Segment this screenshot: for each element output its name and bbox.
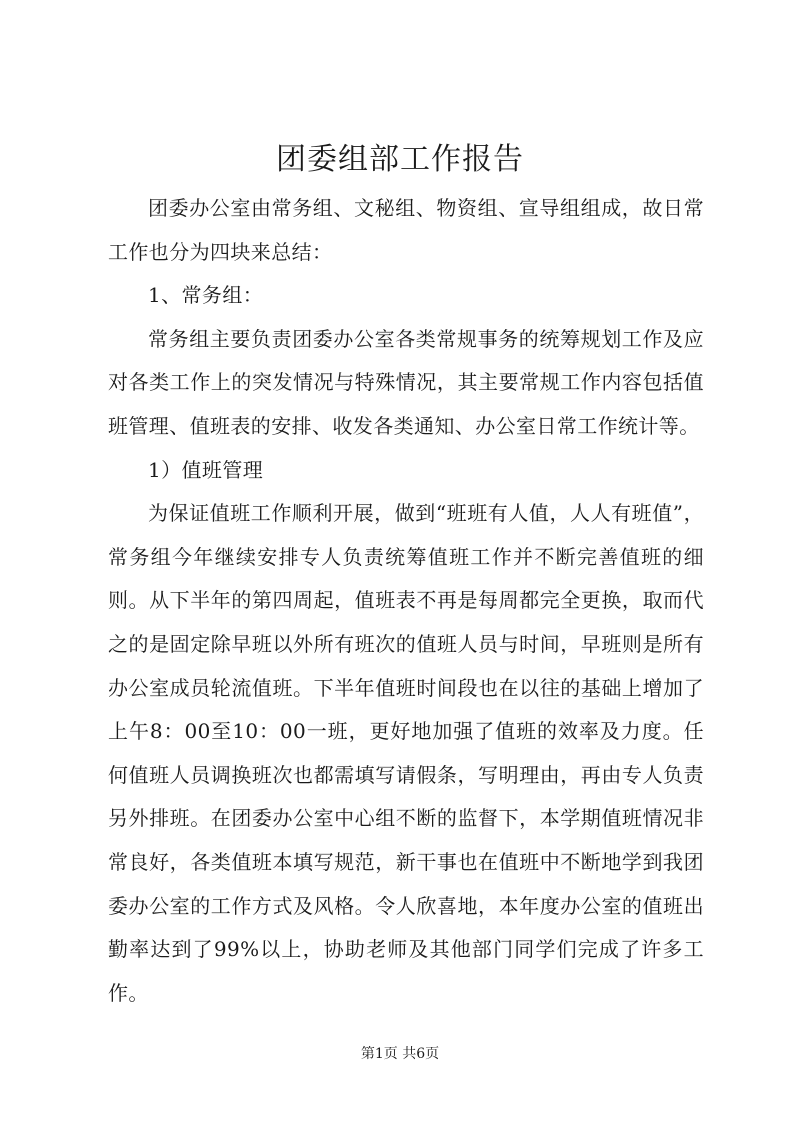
subsection-heading-duty-management: 1）值班管理 — [148, 457, 264, 482]
paragraph-general-group: 常务组主要负责团委办公室各类常规事务的统筹规划工作及应对各类工作上的突发情况与特殊情况，其主要常规工作内容包括值班管理、值班表的安排、收发各类通知、办公室日常工作统计等。 — [108, 326, 704, 438]
document-body — [108, 187, 704, 1015]
paragraph-intro: 团委办公室由常务组、文秘组、物资组、宣导组组成，故日常工作也分为四块来总结： — [108, 196, 704, 264]
paragraph-duty-management: 为保证值班工作顺利开展，做到“班班有人值，人人有班值”，常务组今年继续安排专人负责统筹值班工作并不断完善值班的细则。从下半年的第四周起，值班表不再是每周都完全更换，取而代之的是固定除早班以外所有班次的值班人员与时间，早班则是所有办公室成员轮流值班。下半年值班时间段也在以往的基础上增加了上午8：00至10：00一班，更好地加强了值班的效率及力度。任何值班人员调换班次也都需填写请假条，写明理由，再由专人负责另外排班。在团委办公室中心组不断的监督下，本学期值班情况非常良好，各类值班本填写规范，新干事也在值班中不断地学到我团委办公室的工作方式及风格。令人欣喜地，本年度办公室的值班出勤率达到了99%以上，协助老师及其他部门同学们完成了许多工作。 — [108, 501, 704, 1005]
page-number-footer: 第1页 共6页 — [360, 1046, 440, 1062]
section-heading-general-group: 1、常务组： — [148, 283, 264, 308]
document-title: 团委组部工作报告 — [276, 142, 524, 177]
